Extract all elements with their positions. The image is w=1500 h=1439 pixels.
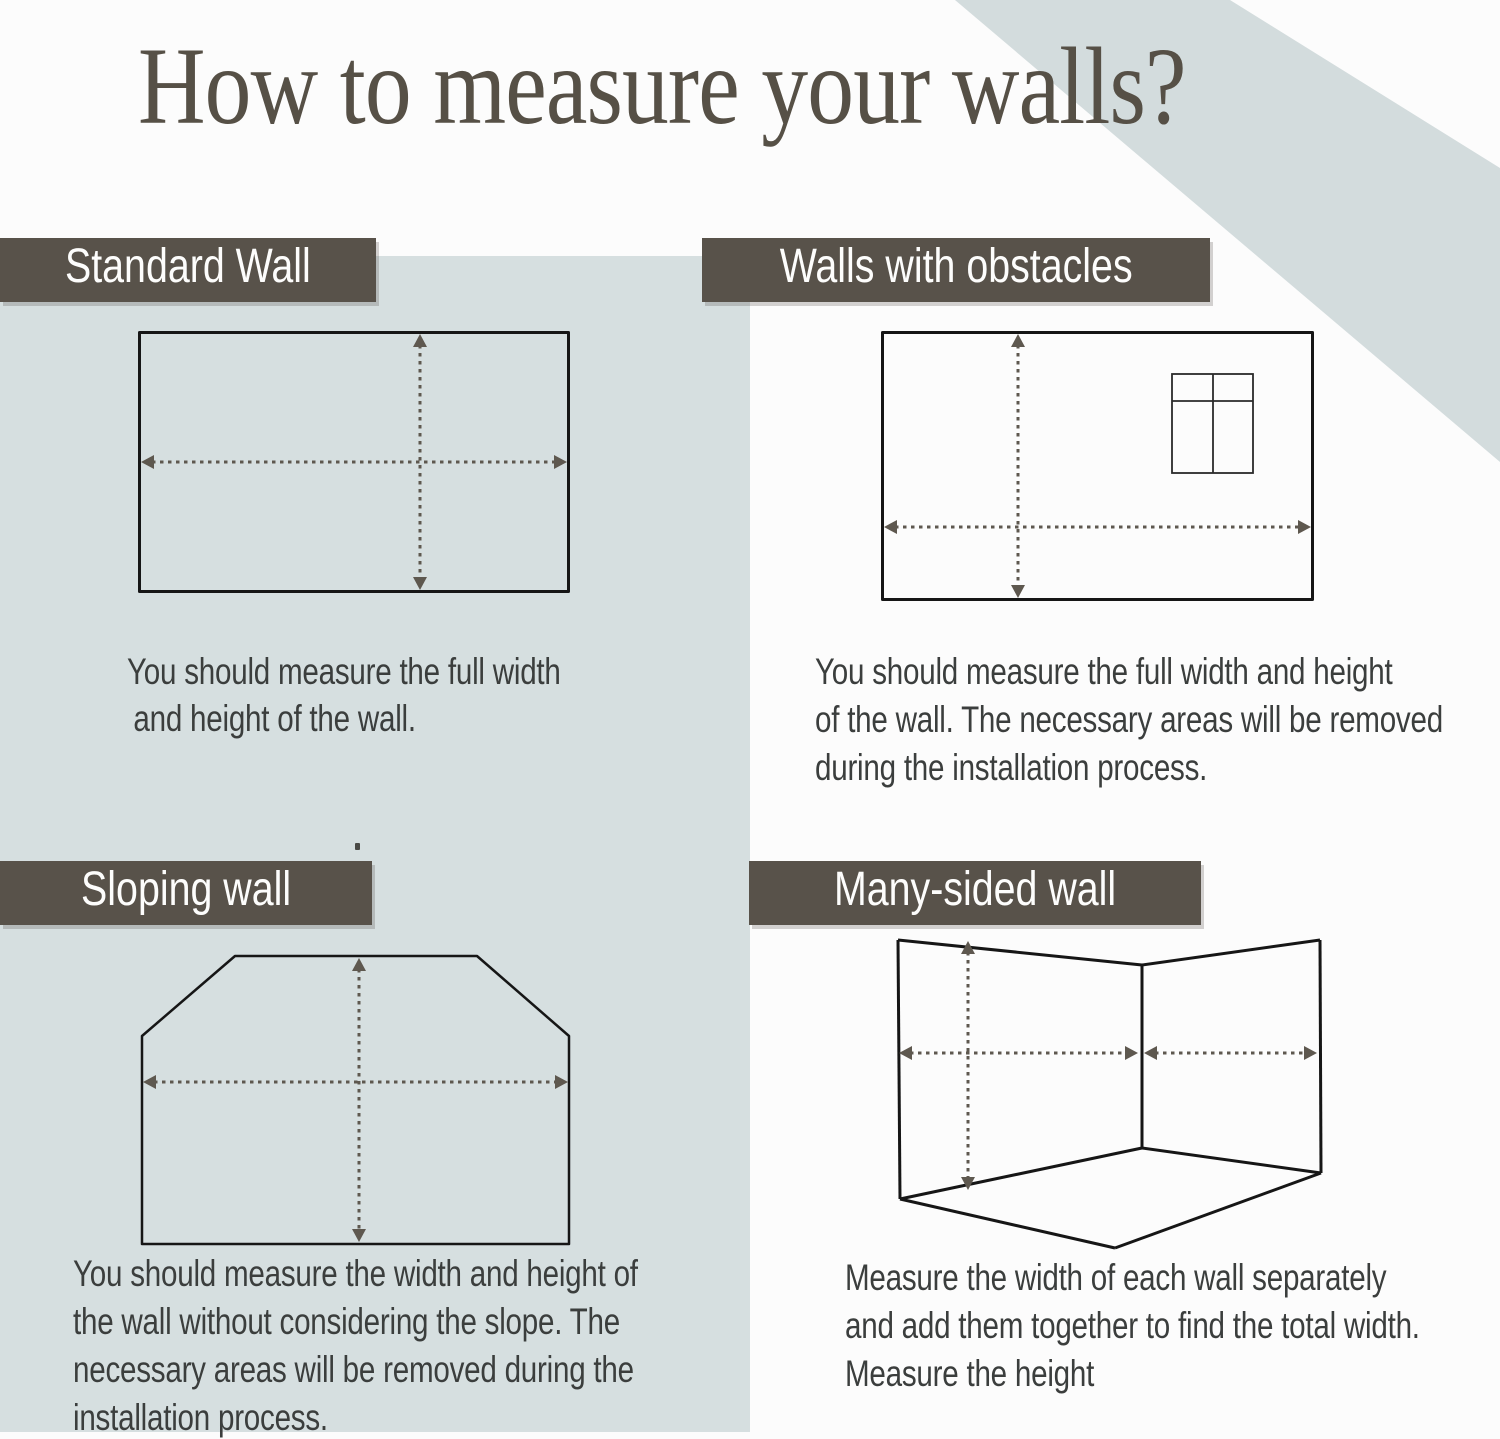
arrowhead-down-icon — [352, 1229, 366, 1242]
description-line: and height of the wall. — [133, 698, 416, 739]
description-line: during the installation process. — [815, 747, 1208, 788]
arrowhead-left-icon — [141, 455, 154, 469]
section-header-sloping-wall — [0, 861, 372, 925]
arrowhead-up-icon — [413, 334, 427, 347]
arrowhead-up-icon — [1011, 334, 1025, 347]
wall-outline — [883, 333, 1313, 600]
many-sided-wall-description — [845, 1254, 1420, 1398]
arrowhead-right-icon — [1304, 1046, 1317, 1060]
walls-with-obstacles-diagram — [881, 331, 1314, 601]
arrowhead-left-icon — [1144, 1046, 1157, 1060]
section-header-label: Walls with obstacles — [779, 240, 1133, 293]
section-header-label: Standard Wall — [65, 240, 311, 293]
arrowhead-left-icon — [899, 1046, 912, 1060]
section-header-walls-with-obstacles — [702, 238, 1210, 302]
description-line: of the wall. The necessary areas will be removed — [815, 699, 1443, 740]
description-line: You should measure the full width — [127, 651, 561, 692]
section-header-label: Many-sided wall — [833, 863, 1117, 916]
standard-wall-diagram — [138, 331, 570, 593]
arrowhead-left-icon — [884, 520, 897, 534]
section-header-label: Sloping wall — [80, 863, 292, 916]
wall-outline — [142, 956, 569, 1244]
description-line: and add them together to find the total width. — [845, 1305, 1420, 1346]
stray-dot — [355, 843, 360, 850]
section-header-standard-wall — [0, 238, 376, 302]
sloping-wall-diagram — [140, 953, 571, 1247]
description-line: necessary areas will be removed during the — [73, 1349, 634, 1390]
arrowhead-up-icon — [352, 958, 366, 971]
arrowhead-right-icon — [1298, 520, 1311, 534]
arrowhead-left-icon — [143, 1075, 156, 1089]
arrowhead-down-icon — [1011, 585, 1025, 598]
arrowhead-right-icon — [554, 455, 567, 469]
many-sided-wall-diagram — [893, 933, 1325, 1255]
description-line: You should measure the width and height of — [73, 1253, 638, 1294]
arrowhead-right-icon — [555, 1075, 568, 1089]
description-line: You should measure the full width and height — [815, 651, 1393, 692]
description-line: installation process. — [73, 1397, 328, 1438]
sloping-wall-description — [73, 1250, 638, 1439]
page-title: How to measure your walls? — [138, 25, 1186, 147]
walls-with-obstacles-description — [815, 648, 1443, 792]
standard-wall-description — [127, 648, 561, 742]
corner-walls-outline — [898, 940, 1321, 1248]
description-line: Measure the width of each wall separately — [845, 1257, 1387, 1298]
description-line: Measure the height — [845, 1353, 1095, 1394]
arrowhead-right-icon — [1125, 1046, 1138, 1060]
window-icon — [1172, 374, 1253, 473]
section-header-many-sided-wall — [749, 861, 1201, 925]
arrowhead-down-icon — [413, 577, 427, 590]
description-line: the wall without considering the slope. The — [73, 1301, 620, 1342]
